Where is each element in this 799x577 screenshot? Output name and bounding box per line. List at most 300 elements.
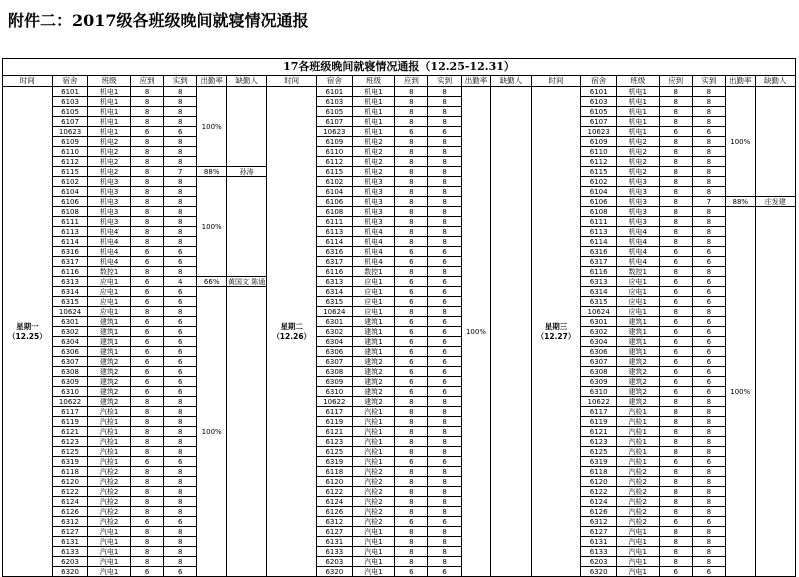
class-cell: 建筑1 — [616, 337, 659, 347]
class-cell: 汽检1 — [88, 457, 131, 467]
expected-cell: 6 — [395, 257, 428, 267]
class-cell: 汽检1 — [88, 437, 131, 447]
column-header: 出勤率 — [725, 76, 755, 87]
actual-cell: 8 — [692, 167, 725, 177]
dorm-cell: 6112 — [317, 157, 353, 167]
absent-cell — [491, 87, 531, 577]
rate-cell: 88% — [197, 167, 227, 177]
dorm-cell: 6118 — [52, 467, 88, 477]
actual-cell: 7 — [164, 167, 197, 177]
dorm-cell: 6301 — [581, 317, 617, 327]
class-cell: 机电3 — [352, 207, 395, 217]
document-title: 附件二：2017级各班级晚间就寝情况通报 — [8, 11, 309, 30]
actual-cell: 6 — [164, 387, 197, 397]
dorm-cell: 6115 — [317, 167, 353, 177]
dorm-cell: 6308 — [581, 367, 617, 377]
class-cell: 汽检1 — [88, 417, 131, 427]
expected-cell: 8 — [659, 187, 692, 197]
class-cell: 机电4 — [88, 227, 131, 237]
expected-cell: 8 — [131, 397, 164, 407]
class-cell: 机电1 — [616, 107, 659, 117]
dorm-cell: 6313 — [581, 277, 617, 287]
dorm-cell: 6105 — [317, 107, 353, 117]
class-cell: 机电4 — [352, 247, 395, 257]
class-cell: 建筑1 — [352, 337, 395, 347]
class-cell: 汽电1 — [616, 557, 659, 567]
class-cell: 机电1 — [352, 117, 395, 127]
dorm-cell: 6119 — [52, 417, 88, 427]
expected-cell: 8 — [395, 207, 428, 217]
dorm-cell: 6301 — [317, 317, 353, 327]
class-cell: 汽检1 — [352, 437, 395, 447]
class-cell: 汽检1 — [88, 407, 131, 417]
actual-cell: 8 — [692, 527, 725, 537]
expected-cell: 8 — [395, 547, 428, 557]
expected-cell: 6 — [659, 357, 692, 367]
dorm-cell: 6122 — [317, 487, 353, 497]
dorm-cell: 6203 — [317, 557, 353, 567]
actual-cell: 8 — [692, 157, 725, 167]
class-cell: 机电2 — [88, 147, 131, 157]
actual-cell: 8 — [428, 207, 461, 217]
expected-cell: 8 — [131, 407, 164, 417]
column-header: 时间 — [3, 76, 53, 87]
class-cell: 数控1 — [88, 267, 131, 277]
class-cell: 数控1 — [352, 267, 395, 277]
class-cell: 建筑1 — [616, 347, 659, 357]
expected-cell: 8 — [131, 137, 164, 147]
class-cell: 机电2 — [616, 137, 659, 147]
class-cell: 机电3 — [88, 197, 131, 207]
actual-cell: 6 — [428, 567, 461, 577]
expected-cell: 6 — [395, 377, 428, 387]
expected-cell: 6 — [131, 277, 164, 287]
dorm-cell: 6313 — [52, 277, 88, 287]
actual-cell: 8 — [692, 307, 725, 317]
class-cell: 汽检1 — [352, 427, 395, 437]
rate-cell: 100% — [197, 87, 227, 167]
class-cell: 应电1 — [352, 297, 395, 307]
class-cell: 汽检1 — [88, 427, 131, 437]
expected-cell: 6 — [131, 247, 164, 257]
class-cell: 汽检2 — [616, 487, 659, 497]
table-row — [3, 307, 796, 317]
class-cell: 建筑2 — [88, 357, 131, 367]
expected-cell: 8 — [395, 497, 428, 507]
dorm-cell: 6314 — [52, 287, 88, 297]
expected-cell: 8 — [131, 497, 164, 507]
dorm-cell: 6113 — [317, 227, 353, 237]
dorm-cell: 6122 — [581, 487, 617, 497]
class-cell: 建筑2 — [352, 367, 395, 377]
expected-cell: 8 — [395, 307, 428, 317]
dorm-cell: 6123 — [317, 437, 353, 447]
expected-cell: 8 — [131, 307, 164, 317]
class-cell: 应电1 — [616, 277, 659, 287]
class-cell: 汽电1 — [616, 537, 659, 547]
actual-cell: 8 — [428, 167, 461, 177]
dorm-cell: 6304 — [581, 337, 617, 347]
actual-cell: 8 — [692, 537, 725, 547]
expected-cell: 8 — [395, 97, 428, 107]
expected-cell: 6 — [659, 297, 692, 307]
rate-cell: 100% — [725, 207, 755, 577]
actual-cell: 6 — [692, 127, 725, 137]
actual-cell: 6 — [164, 517, 197, 527]
dorm-cell: 6123 — [52, 437, 88, 447]
day-cell: 星期二（12.26） — [267, 87, 317, 577]
expected-cell: 8 — [131, 187, 164, 197]
table-row — [3, 177, 796, 187]
actual-cell: 8 — [164, 177, 197, 187]
expected-cell: 8 — [131, 197, 164, 207]
class-cell: 汽检2 — [616, 467, 659, 477]
dorm-cell: 6316 — [317, 247, 353, 257]
expected-cell: 8 — [395, 417, 428, 427]
expected-cell: 6 — [131, 327, 164, 337]
dorm-cell: 6310 — [581, 387, 617, 397]
column-header: 班级 — [88, 76, 131, 87]
class-cell: 机电3 — [88, 177, 131, 187]
actual-cell: 6 — [692, 287, 725, 297]
dorm-cell: 6203 — [52, 557, 88, 567]
dorm-cell: 10624 — [317, 307, 353, 317]
expected-cell: 6 — [131, 287, 164, 297]
actual-cell: 6 — [164, 347, 197, 357]
rate-cell: 100% — [461, 87, 491, 577]
actual-cell: 6 — [692, 457, 725, 467]
dorm-cell: 6133 — [581, 547, 617, 557]
actual-cell: 8 — [692, 177, 725, 187]
expected-cell: 6 — [659, 247, 692, 257]
expected-cell: 8 — [659, 487, 692, 497]
expected-cell: 8 — [395, 407, 428, 417]
expected-cell: 8 — [131, 87, 164, 97]
actual-cell: 8 — [428, 497, 461, 507]
expected-cell: 6 — [659, 327, 692, 337]
dorm-cell: 6320 — [581, 567, 617, 577]
class-cell: 建筑2 — [88, 397, 131, 407]
class-cell: 机电3 — [352, 197, 395, 207]
actual-cell: 7 — [692, 197, 725, 207]
table-row — [3, 237, 796, 247]
actual-cell: 8 — [692, 427, 725, 437]
class-cell: 机电3 — [88, 217, 131, 227]
expected-cell: 8 — [131, 97, 164, 107]
dorm-cell: 6117 — [317, 407, 353, 417]
class-cell: 建筑2 — [352, 357, 395, 367]
expected-cell: 8 — [131, 467, 164, 477]
expected-cell: 8 — [395, 167, 428, 177]
class-cell: 汽检2 — [352, 467, 395, 477]
dorm-cell: 6107 — [317, 117, 353, 127]
absent-cell: 孙涛 — [227, 167, 267, 177]
dorm-cell: 10623 — [317, 127, 353, 137]
actual-cell: 8 — [428, 237, 461, 247]
dorm-cell: 6120 — [52, 477, 88, 487]
dorm-cell: 6116 — [317, 267, 353, 277]
class-cell: 应电1 — [352, 307, 395, 317]
class-cell: 建筑1 — [616, 327, 659, 337]
class-cell: 汽检2 — [352, 487, 395, 497]
actual-cell: 8 — [692, 507, 725, 517]
class-cell: 汽检2 — [616, 507, 659, 517]
expected-cell: 6 — [395, 277, 428, 287]
class-cell: 机电2 — [88, 157, 131, 167]
dorm-cell: 6120 — [317, 477, 353, 487]
table-row — [3, 277, 796, 287]
dorm-cell: 6109 — [581, 137, 617, 147]
expected-cell: 6 — [131, 367, 164, 377]
actual-cell: 6 — [428, 357, 461, 367]
expected-cell: 8 — [395, 477, 428, 487]
expected-cell: 6 — [395, 297, 428, 307]
expected-cell: 8 — [659, 167, 692, 177]
expected-cell: 6 — [395, 357, 428, 367]
class-cell: 汽检2 — [88, 467, 131, 477]
absent-cell — [227, 287, 267, 577]
actual-cell: 8 — [164, 527, 197, 537]
expected-cell: 8 — [659, 207, 692, 217]
expected-cell: 8 — [131, 507, 164, 517]
dorm-cell: 6127 — [581, 527, 617, 537]
table-row — [3, 337, 796, 347]
dorm-cell: 6125 — [52, 447, 88, 457]
class-cell: 汽电1 — [352, 527, 395, 537]
class-cell: 机电1 — [88, 97, 131, 107]
table-row — [3, 477, 796, 487]
dorm-cell: 6119 — [317, 417, 353, 427]
class-cell: 汽电1 — [88, 557, 131, 567]
dorm-cell: 6304 — [317, 337, 353, 347]
actual-cell: 8 — [164, 267, 197, 277]
dorm-cell: 6115 — [581, 167, 617, 177]
table-row — [3, 317, 796, 327]
actual-cell: 6 — [428, 347, 461, 357]
class-cell: 应电1 — [88, 297, 131, 307]
expected-cell: 8 — [659, 437, 692, 447]
dorm-cell: 6111 — [317, 217, 353, 227]
actual-cell: 8 — [428, 437, 461, 447]
table-row — [3, 467, 796, 477]
table-row — [3, 227, 796, 237]
actual-cell: 8 — [164, 97, 197, 107]
actual-cell: 6 — [692, 367, 725, 377]
actual-cell: 8 — [692, 137, 725, 147]
actual-cell: 8 — [164, 437, 197, 447]
class-cell: 建筑2 — [616, 397, 659, 407]
class-cell: 建筑1 — [88, 347, 131, 357]
class-cell: 汽检1 — [88, 447, 131, 457]
actual-cell: 8 — [164, 507, 197, 517]
dorm-cell: 6127 — [317, 527, 353, 537]
expected-cell: 6 — [395, 287, 428, 297]
table-row — [3, 217, 796, 227]
actual-cell: 6 — [164, 567, 197, 577]
class-cell: 机电2 — [352, 137, 395, 147]
dorm-cell: 6306 — [52, 347, 88, 357]
actual-cell: 8 — [428, 267, 461, 277]
table-row — [3, 137, 796, 147]
class-cell: 机电2 — [616, 147, 659, 157]
dorm-cell: 6126 — [581, 507, 617, 517]
table-row — [3, 507, 796, 517]
dorm-cell: 6320 — [317, 567, 353, 577]
class-cell: 机电2 — [88, 137, 131, 147]
dorm-cell: 6121 — [581, 427, 617, 437]
class-cell: 建筑2 — [88, 377, 131, 387]
actual-cell: 6 — [692, 297, 725, 307]
dorm-cell: 6102 — [52, 177, 88, 187]
dorm-cell: 6133 — [317, 547, 353, 557]
expected-cell: 6 — [131, 457, 164, 467]
expected-cell: 8 — [131, 117, 164, 127]
expected-cell: 8 — [395, 447, 428, 457]
class-cell: 建筑1 — [88, 337, 131, 347]
expected-cell: 6 — [659, 517, 692, 527]
dorm-cell: 6317 — [317, 257, 353, 267]
dorm-cell: 6122 — [52, 487, 88, 497]
class-cell: 汽检2 — [352, 507, 395, 517]
actual-cell: 6 — [164, 327, 197, 337]
dorm-cell: 6104 — [581, 187, 617, 197]
actual-cell: 6 — [164, 127, 197, 137]
class-cell: 机电3 — [352, 187, 395, 197]
class-cell: 机电3 — [88, 207, 131, 217]
class-cell: 机电1 — [616, 127, 659, 137]
table-row — [3, 257, 796, 267]
actual-cell: 8 — [164, 117, 197, 127]
expected-cell: 8 — [131, 487, 164, 497]
class-cell: 汽检1 — [352, 407, 395, 417]
actual-cell: 6 — [692, 337, 725, 347]
dorm-cell: 6104 — [52, 187, 88, 197]
dorm-cell: 6316 — [52, 247, 88, 257]
expected-cell: 6 — [659, 277, 692, 287]
expected-cell: 8 — [131, 107, 164, 117]
actual-cell: 6 — [164, 367, 197, 377]
actual-cell: 8 — [164, 237, 197, 247]
actual-cell: 8 — [692, 97, 725, 107]
expected-cell: 8 — [395, 87, 428, 97]
actual-cell: 6 — [428, 337, 461, 347]
class-cell: 机电4 — [352, 237, 395, 247]
actual-cell: 6 — [692, 517, 725, 527]
expected-cell: 6 — [659, 567, 692, 577]
actual-cell: 6 — [428, 367, 461, 377]
expected-cell: 8 — [395, 527, 428, 537]
expected-cell: 8 — [395, 557, 428, 567]
expected-cell: 6 — [659, 287, 692, 297]
class-cell: 建筑2 — [88, 387, 131, 397]
table-row — [3, 207, 796, 217]
expected-cell: 6 — [395, 517, 428, 527]
actual-cell: 8 — [164, 497, 197, 507]
expected-cell: 8 — [659, 217, 692, 227]
class-cell: 汽电1 — [352, 557, 395, 567]
actual-cell: 8 — [692, 547, 725, 557]
actual-cell: 8 — [692, 187, 725, 197]
absent-cell — [755, 207, 795, 577]
expected-cell: 8 — [395, 187, 428, 197]
column-header: 宿舍 — [52, 76, 88, 87]
expected-cell: 8 — [659, 427, 692, 437]
dorm-cell: 6317 — [52, 257, 88, 267]
expected-cell: 8 — [131, 477, 164, 487]
dorm-cell: 6103 — [317, 97, 353, 107]
expected-cell: 8 — [395, 157, 428, 167]
class-cell: 机电1 — [352, 87, 395, 97]
class-cell: 汽电1 — [352, 567, 395, 577]
dorm-cell: 6312 — [52, 517, 88, 527]
dorm-cell: 6102 — [317, 177, 353, 187]
actual-cell: 8 — [692, 497, 725, 507]
actual-cell: 8 — [428, 197, 461, 207]
expected-cell: 6 — [395, 337, 428, 347]
attendance-sheet — [2, 58, 796, 577]
column-header: 应到 — [131, 76, 164, 87]
expected-cell: 8 — [659, 117, 692, 127]
dorm-cell: 6312 — [581, 517, 617, 527]
actual-cell: 8 — [164, 547, 197, 557]
dorm-cell: 6315 — [52, 297, 88, 307]
dorm-cell: 6127 — [52, 527, 88, 537]
actual-cell: 8 — [428, 227, 461, 237]
expected-cell: 8 — [395, 227, 428, 237]
expected-cell: 8 — [395, 147, 428, 157]
absent-cell: 庄发建 — [755, 197, 795, 207]
class-cell: 建筑1 — [88, 317, 131, 327]
table-row — [3, 447, 796, 457]
class-cell: 建筑2 — [616, 367, 659, 377]
actual-cell: 6 — [692, 377, 725, 387]
class-cell: 机电4 — [88, 257, 131, 267]
expected-cell: 6 — [395, 317, 428, 327]
table-row — [3, 297, 796, 307]
header-row — [3, 76, 796, 87]
actual-cell: 6 — [164, 287, 197, 297]
class-cell: 应电1 — [352, 277, 395, 287]
actual-cell: 8 — [428, 137, 461, 147]
class-cell: 机电4 — [352, 257, 395, 267]
table-row — [3, 127, 796, 137]
class-cell: 机电1 — [616, 97, 659, 107]
column-header: 缺勤人 — [227, 76, 267, 87]
class-cell: 汽电1 — [88, 537, 131, 547]
dorm-cell: 6307 — [317, 357, 353, 367]
actual-cell: 6 — [428, 377, 461, 387]
column-header: 实到 — [428, 76, 461, 87]
dorm-cell: 6131 — [52, 537, 88, 547]
column-header: 出勤率 — [197, 76, 227, 87]
dorm-cell: 6302 — [581, 327, 617, 337]
dorm-cell: 6102 — [581, 177, 617, 187]
dorm-cell: 6310 — [317, 387, 353, 397]
dorm-cell: 6106 — [581, 197, 617, 207]
expected-cell: 8 — [395, 507, 428, 517]
class-cell: 机电1 — [352, 107, 395, 117]
class-cell: 机电2 — [88, 167, 131, 177]
actual-cell: 8 — [164, 447, 197, 457]
dorm-cell: 6114 — [581, 237, 617, 247]
class-cell: 机电3 — [616, 197, 659, 207]
expected-cell: 8 — [131, 527, 164, 537]
class-cell: 汽检1 — [352, 457, 395, 467]
table-row — [3, 497, 796, 507]
class-cell: 汽检2 — [88, 487, 131, 497]
class-cell: 机电3 — [616, 177, 659, 187]
expected-cell: 8 — [131, 157, 164, 167]
